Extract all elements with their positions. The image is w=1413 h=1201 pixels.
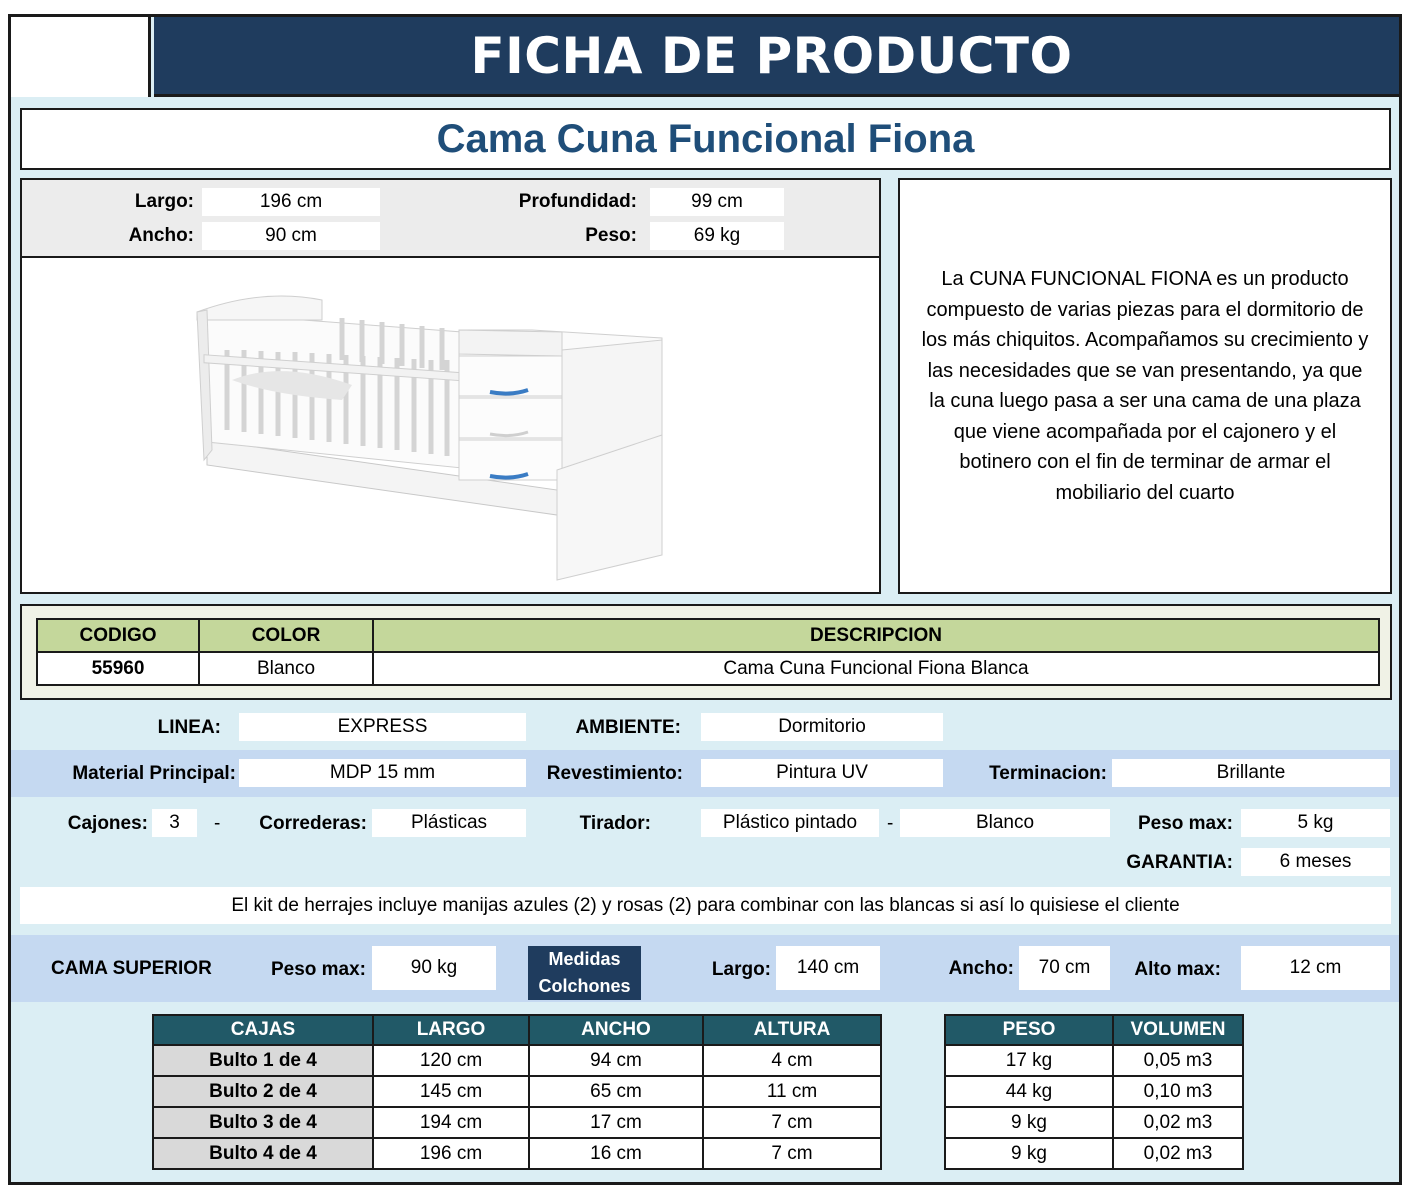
cama-pesomax-label: Peso max:	[270, 959, 366, 980]
ancho-value: 90 cm	[202, 222, 380, 250]
peso-label: Peso:	[585, 225, 637, 246]
cajones-label: Cajones:	[67, 813, 148, 834]
bulto-ancho: 94 cm	[529, 1045, 703, 1076]
volumen-cell: 0,10 m3	[1113, 1076, 1243, 1107]
material-value: MDP 15 mm	[239, 759, 526, 787]
packages-header	[153, 1015, 881, 1045]
largo-label: Largo:	[134, 191, 194, 212]
table-row	[153, 1045, 881, 1076]
medidas-colchones-badge	[528, 946, 641, 1000]
peso-max-label: Peso max:	[1137, 813, 1233, 834]
description-text: La CUNA FUNCIONAL FIONA es un producto compuesto de varias piezas para el dormitorio de los más chiquitos. Acompañamos su crecimiento y las necesidades que se van presentando, ya que la cuna luego pasa a ser una cama de una plaza que viene acompañada por el cajonero y el botinero con el fin de terminar de armar el mobiliario del cuarto	[921, 268, 1369, 504]
peso-cell: 17 kg	[945, 1045, 1113, 1076]
correderas-label: Correderas:	[259, 813, 367, 834]
header-bar	[154, 17, 1399, 97]
header-peso: PESO	[945, 1015, 1113, 1045]
bulto-ancho: 65 cm	[529, 1076, 703, 1107]
bulto-label: Bulto 2 de 4	[153, 1076, 373, 1107]
bulto-largo: 145 cm	[373, 1076, 529, 1107]
codigo-value: 55960	[37, 652, 199, 685]
bulto-altura: 7 cm	[703, 1138, 881, 1169]
packages-table	[152, 1014, 882, 1170]
code-table-header	[37, 619, 1379, 652]
bulto-largo: 196 cm	[373, 1138, 529, 1169]
cajones-dash: -	[214, 813, 221, 834]
code-table-row	[37, 652, 1379, 685]
header-altura: ALTURA	[703, 1015, 881, 1045]
ancho-label: Ancho:	[128, 225, 194, 246]
weights-table	[944, 1014, 1244, 1170]
weights-header	[945, 1015, 1243, 1045]
cajones-value: 3	[152, 809, 197, 837]
description-panel	[898, 178, 1392, 594]
bulto-altura: 11 cm	[703, 1076, 881, 1107]
product-title-box	[20, 108, 1391, 170]
terminacion-label: Terminacion:	[989, 763, 1107, 784]
cama-pesomax-value: 90 kg	[372, 946, 496, 990]
peso-cell: 9 kg	[945, 1138, 1113, 1169]
table-row	[945, 1107, 1243, 1138]
header-codigo: CODIGO	[37, 619, 199, 652]
header-largo: LARGO	[373, 1015, 529, 1045]
header-color: COLOR	[199, 619, 373, 652]
product-name: Cama Cuna Funcional Fiona	[436, 116, 975, 161]
table-row	[153, 1138, 881, 1169]
bulto-largo: 194 cm	[373, 1107, 529, 1138]
cama-ancho-value: 70 cm	[1019, 946, 1110, 990]
page-title: FICHA DE PRODUCTO	[470, 26, 1073, 85]
crib-illustration	[22, 260, 879, 592]
medidas-line2: Colchones	[538, 976, 631, 996]
cama-superior-label: CAMA SUPERIOR	[51, 958, 212, 979]
ambiente-value: Dormitorio	[701, 713, 943, 741]
correderas-value: Plásticas	[372, 809, 526, 837]
cama-alto-label: Alto max:	[1134, 959, 1221, 980]
linea-label: LINEA:	[157, 717, 221, 738]
dimensions-panel	[20, 178, 881, 594]
peso-max-value: 5 kg	[1241, 809, 1390, 837]
tirador-dash: -	[887, 813, 894, 834]
bulto-label: Bulto 1 de 4	[153, 1045, 373, 1076]
bulto-altura: 7 cm	[703, 1107, 881, 1138]
table-row	[153, 1076, 881, 1107]
peso-cell: 44 kg	[945, 1076, 1113, 1107]
table-row	[945, 1138, 1243, 1169]
revestimiento-label: Revestimiento:	[546, 763, 683, 784]
volumen-cell: 0,02 m3	[1113, 1138, 1243, 1169]
garantia-label: GARANTIA:	[1126, 852, 1233, 873]
code-section	[20, 604, 1392, 700]
tirador-value: Plástico pintado	[701, 809, 879, 837]
cama-ancho-label: Ancho:	[948, 958, 1014, 979]
product-sheet	[8, 14, 1402, 1185]
terminacion-value: Brillante	[1112, 759, 1390, 787]
peso-value: 69 kg	[650, 222, 784, 250]
table-row	[153, 1107, 881, 1138]
linea-value: EXPRESS	[239, 713, 526, 741]
garantia-value: 6 meses	[1241, 848, 1390, 876]
header-volumen: VOLUMEN	[1113, 1015, 1243, 1045]
cama-largo-label: Largo:	[711, 959, 771, 980]
volumen-cell: 0,02 m3	[1113, 1107, 1243, 1138]
ambiente-label: AMBIENTE:	[575, 717, 681, 738]
cama-alto-value: 12 cm	[1241, 946, 1390, 990]
profundidad-label: Profundidad:	[518, 191, 637, 212]
profundidad-value: 99 cm	[650, 188, 784, 216]
table-row	[945, 1076, 1243, 1107]
bulto-label: Bulto 3 de 4	[153, 1107, 373, 1138]
bulto-label: Bulto 4 de 4	[153, 1138, 373, 1169]
tirador-label: Tirador:	[579, 813, 651, 834]
peso-cell: 9 kg	[945, 1107, 1113, 1138]
bulto-ancho: 17 cm	[529, 1107, 703, 1138]
cama-largo-value: 140 cm	[776, 946, 880, 990]
tirador-color-value: Blanco	[900, 809, 1110, 837]
header-ancho: ANCHO	[529, 1015, 703, 1045]
logo-area	[11, 17, 151, 97]
bulto-largo: 120 cm	[373, 1045, 529, 1076]
code-table	[36, 618, 1380, 686]
bulto-altura: 4 cm	[703, 1045, 881, 1076]
color-value: Blanco	[199, 652, 373, 685]
descripcion-value: Cama Cuna Funcional Fiona Blanca	[373, 652, 1379, 685]
revestimiento-value: Pintura UV	[701, 759, 943, 787]
volumen-cell: 0,05 m3	[1113, 1045, 1243, 1076]
hardware-note: El kit de herrajes incluye manijas azules (2) y rosas (2) para combinar con las blancas si así lo quisiese el cliente	[20, 887, 1391, 924]
bulto-ancho: 16 cm	[529, 1138, 703, 1169]
header-descripcion: DESCRIPCION	[373, 619, 1379, 652]
dimensions-header	[22, 180, 879, 258]
largo-value: 196 cm	[202, 188, 380, 216]
product-image	[22, 260, 879, 592]
header-cajas: CAJAS	[153, 1015, 373, 1045]
table-row	[945, 1045, 1243, 1076]
material-label: Material Principal:	[72, 763, 236, 784]
medidas-line1: Medidas	[548, 949, 621, 969]
